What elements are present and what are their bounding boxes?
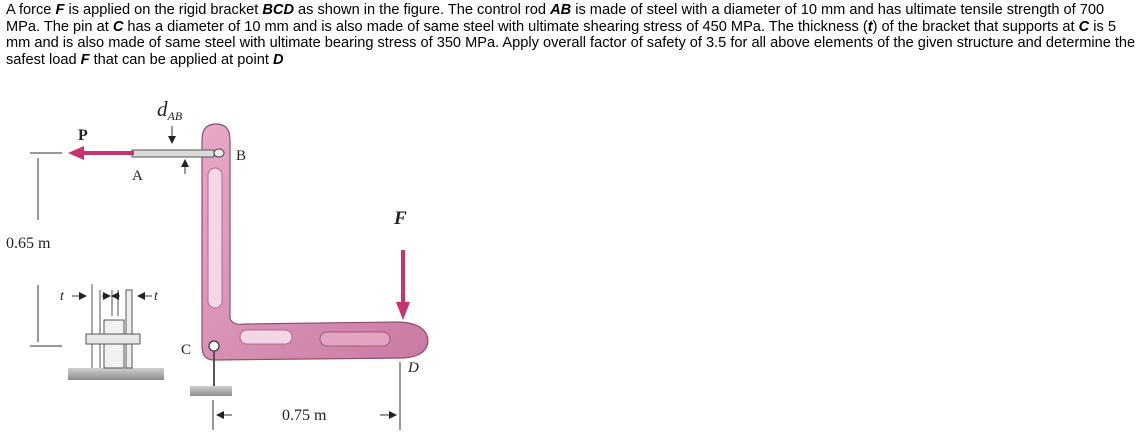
label-B: B (236, 148, 247, 164)
symbol-C: C (1078, 18, 1090, 35)
label-F: F (394, 208, 407, 229)
clevis-side-view (72, 284, 152, 368)
symbol-F: F (55, 2, 65, 18)
symbol-BCD: BCD (262, 2, 294, 18)
symbol-AB: AB (550, 2, 572, 18)
label-A: A (132, 168, 143, 184)
label-C: C (181, 342, 192, 358)
symbol-t: t (867, 18, 873, 35)
dim-vertical-label: 0.65 m (6, 235, 51, 252)
bracket-slot-horizontal-2 (320, 332, 390, 346)
label-P: P (78, 127, 88, 144)
dim-horizontal-label: 0.75 m (282, 407, 327, 424)
problem-text: ) of the bracket that supports at (872, 18, 1079, 35)
bracket-figure (0, 88, 460, 443)
bracket-slot-horizontal-1 (240, 330, 292, 344)
symbol-D: D (272, 51, 284, 68)
label-dAB: dAB (157, 97, 183, 123)
force-F-arrowhead (396, 302, 410, 320)
problem-text: that can be applied at point (89, 51, 273, 68)
problem-text: is applied on the rigid bracket (64, 2, 263, 18)
label-D: D (408, 360, 419, 376)
problem-text: is made of steel with a diameter of 10 mm and has ultimate tensile strength of 700 MPa. The pin at (6, 2, 1105, 35)
symbol-C: C (112, 18, 124, 35)
label-t-right: t (154, 289, 158, 304)
rod-AB (132, 150, 214, 157)
ground-support-left (68, 368, 164, 380)
force-P-arrowhead (68, 146, 84, 160)
label-t-left: t (60, 289, 64, 304)
pin-C (209, 341, 219, 351)
problem-text: has a diameter of 10 mm and is also made of same steel with ultimate shearing stress of 450 MPa. The thickness ( (123, 18, 868, 35)
ground-support-right (190, 386, 232, 396)
problem-text: is 5 mm and is also made of same steel with ultimate bearing stress of 350 MPa. Apply overall factor of safety of 3.5 for all above elements of the given structure and determine the safest load (6, 18, 1136, 68)
pin-B (214, 149, 224, 157)
problem-statement (6, 2, 1136, 68)
symbol-F: F (80, 51, 90, 68)
bracket-slot-vertical (208, 168, 222, 308)
problem-text: as shown in the figure. The control rod (293, 2, 551, 18)
problem-text: A force (6, 2, 56, 18)
